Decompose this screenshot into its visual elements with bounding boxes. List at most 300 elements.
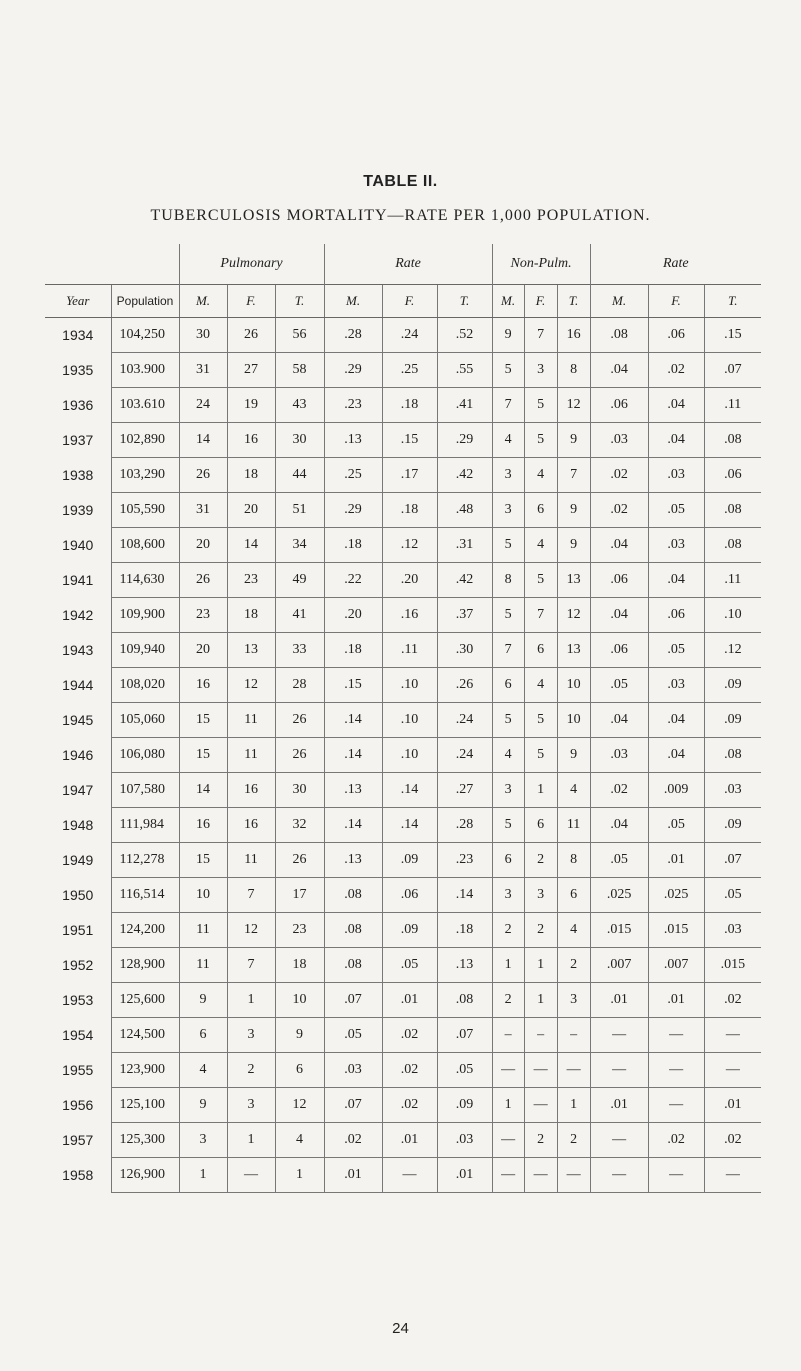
column-header: F.: [382, 285, 437, 318]
year-cell: 1934: [62, 327, 94, 344]
value-cell: 5: [524, 738, 557, 773]
population-cell: 108,020: [111, 668, 179, 703]
year-cell: 1944: [62, 677, 94, 693]
value-cell: 7: [524, 598, 557, 633]
year-cell: 1950: [62, 887, 94, 903]
value-cell: .03: [704, 773, 761, 808]
value-cell: 4: [524, 458, 557, 493]
value-cell: .08: [437, 983, 492, 1018]
population-cell: 111,984: [111, 808, 179, 843]
value-cell: .29: [324, 353, 382, 388]
value-cell: —: [648, 1158, 704, 1193]
value-cell: —: [590, 1123, 648, 1158]
value-cell: 5: [524, 423, 557, 458]
value-cell: 32: [275, 808, 324, 843]
column-header: T.: [437, 285, 492, 318]
table-row: [45, 983, 761, 1018]
value-cell: 12: [227, 913, 275, 948]
value-cell: 26: [227, 318, 275, 353]
value-cell: .03: [648, 528, 704, 563]
year-cell: 1954: [62, 1027, 94, 1043]
value-cell: 26: [275, 843, 324, 878]
value-cell: 9: [275, 1018, 324, 1053]
value-cell: .007: [648, 948, 704, 983]
value-cell: 18: [227, 598, 275, 633]
value-cell: 23: [227, 563, 275, 598]
value-cell: .08: [704, 738, 761, 773]
value-cell: .24: [382, 318, 437, 353]
value-cell: .10: [382, 703, 437, 738]
value-cell: .55: [437, 353, 492, 388]
value-cell: 31: [179, 353, 227, 388]
value-cell: 5: [492, 598, 524, 633]
value-cell: 8: [557, 843, 590, 878]
value-cell: .28: [324, 318, 382, 353]
value-cell: 30: [275, 773, 324, 808]
value-cell: .04: [590, 808, 648, 843]
table-row: [45, 1018, 761, 1053]
value-cell: 1: [227, 1123, 275, 1158]
table-row: [45, 528, 761, 563]
year-cell: 1948: [62, 817, 94, 833]
value-cell: .04: [590, 703, 648, 738]
population-cell: 114,630: [111, 563, 179, 598]
value-cell: 34: [275, 528, 324, 563]
value-cell: 3: [557, 983, 590, 1018]
table-row: [45, 493, 761, 528]
value-cell: 14: [179, 423, 227, 458]
population-cell: 109,940: [111, 633, 179, 668]
value-cell: 7: [492, 633, 524, 668]
value-cell: .30: [437, 633, 492, 668]
value-cell: 5: [524, 703, 557, 738]
value-cell: 3: [492, 493, 524, 528]
table-title: TABLE II.: [363, 173, 438, 190]
value-cell: .07: [437, 1018, 492, 1053]
table-subtitle: TUBERCULOSIS MORTALITY—RATE PER 1,000 POPULATION.: [150, 207, 651, 224]
group-rate-pulmonary: Rate: [324, 244, 492, 285]
value-cell: 12: [275, 1088, 324, 1123]
table-row: [45, 633, 761, 668]
value-cell: .01: [382, 1123, 437, 1158]
value-cell: .17: [382, 458, 437, 493]
year-cell: 1939: [62, 502, 94, 518]
value-cell: 18: [275, 948, 324, 983]
value-cell: —: [524, 1158, 557, 1193]
value-cell: 9: [557, 528, 590, 563]
value-cell: .18: [324, 528, 382, 563]
value-cell: 16: [179, 668, 227, 703]
value-cell: —: [557, 1158, 590, 1193]
value-cell: 9: [557, 423, 590, 458]
value-cell: —: [557, 1053, 590, 1088]
value-cell: —: [590, 1158, 648, 1193]
value-cell: .02: [704, 1123, 761, 1158]
value-cell: .04: [590, 528, 648, 563]
value-cell: .03: [648, 458, 704, 493]
table-row: [45, 948, 761, 983]
value-cell: 27: [227, 353, 275, 388]
value-cell: 5: [524, 563, 557, 598]
value-cell: .06: [648, 598, 704, 633]
table-row: [45, 598, 761, 633]
value-cell: —: [648, 1018, 704, 1053]
population-cell: 125,600: [111, 983, 179, 1018]
value-cell: .25: [382, 353, 437, 388]
table-row: [45, 878, 761, 913]
value-cell: 15: [179, 843, 227, 878]
value-cell: .04: [590, 598, 648, 633]
value-cell: .01: [648, 843, 704, 878]
value-cell: .13: [324, 773, 382, 808]
value-cell: 2: [557, 948, 590, 983]
value-cell: .015: [648, 913, 704, 948]
value-cell: 6: [524, 808, 557, 843]
value-cell: 9: [179, 983, 227, 1018]
value-cell: 4: [492, 423, 524, 458]
value-cell: 16: [227, 773, 275, 808]
table-row: [45, 843, 761, 878]
value-cell: 5: [524, 388, 557, 423]
value-cell: .02: [382, 1053, 437, 1088]
value-cell: .18: [382, 388, 437, 423]
value-cell: 3: [524, 878, 557, 913]
value-cell: .007: [590, 948, 648, 983]
population-cell: 116,514: [111, 878, 179, 913]
table-row: [45, 388, 761, 423]
value-cell: 2: [492, 913, 524, 948]
value-cell: 26: [179, 563, 227, 598]
value-cell: 58: [275, 353, 324, 388]
mortality-table: [45, 244, 761, 1193]
value-cell: 26: [179, 458, 227, 493]
population-cell: 103.900: [111, 353, 179, 388]
value-cell: .24: [437, 738, 492, 773]
value-cell: .01: [590, 983, 648, 1018]
year-cell: 1951: [62, 922, 94, 938]
value-cell: .42: [437, 458, 492, 493]
value-cell: 12: [557, 388, 590, 423]
value-cell: .23: [437, 843, 492, 878]
value-cell: .28: [437, 808, 492, 843]
year-cell: 1936: [62, 397, 94, 413]
value-cell: 4: [524, 668, 557, 703]
value-cell: 13: [557, 563, 590, 598]
year-cell: 1955: [62, 1062, 94, 1078]
column-header: F.: [648, 285, 704, 318]
table-row: [45, 1088, 761, 1123]
value-cell: —: [648, 1088, 704, 1123]
value-cell: .01: [324, 1158, 382, 1193]
value-cell: .27: [437, 773, 492, 808]
value-cell: .01: [590, 1088, 648, 1123]
value-cell: 6: [492, 843, 524, 878]
value-cell: .07: [324, 983, 382, 1018]
value-cell: 20: [179, 528, 227, 563]
value-cell: .015: [590, 913, 648, 948]
table-row: [45, 808, 761, 843]
value-cell: —: [648, 1053, 704, 1088]
value-cell: .05: [590, 668, 648, 703]
value-cell: .09: [704, 703, 761, 738]
value-cell: –: [524, 1018, 557, 1053]
value-cell: 1: [275, 1158, 324, 1193]
value-cell: 1: [492, 948, 524, 983]
value-cell: 16: [227, 808, 275, 843]
value-cell: .03: [590, 738, 648, 773]
value-cell: .01: [704, 1088, 761, 1123]
population-cell: 128,900: [111, 948, 179, 983]
value-cell: 51: [275, 493, 324, 528]
value-cell: .02: [704, 983, 761, 1018]
value-cell: .14: [324, 703, 382, 738]
value-cell: 2: [227, 1053, 275, 1088]
value-cell: .07: [704, 843, 761, 878]
value-cell: –: [557, 1018, 590, 1053]
column-header: M.: [492, 285, 524, 318]
value-cell: .02: [590, 493, 648, 528]
value-cell: 10: [179, 878, 227, 913]
value-cell: 15: [179, 738, 227, 773]
value-cell: .02: [324, 1123, 382, 1158]
value-cell: 4: [557, 773, 590, 808]
value-cell: .25: [324, 458, 382, 493]
value-cell: 24: [179, 388, 227, 423]
population-cell: 105,590: [111, 493, 179, 528]
value-cell: .09: [382, 913, 437, 948]
value-cell: 3: [524, 353, 557, 388]
value-cell: 10: [557, 703, 590, 738]
value-cell: .02: [382, 1018, 437, 1053]
year-cell: 1937: [62, 432, 94, 448]
value-cell: 7: [227, 948, 275, 983]
population-cell: 109,900: [111, 598, 179, 633]
value-cell: .11: [704, 388, 761, 423]
value-cell: 15: [179, 703, 227, 738]
value-cell: .03: [437, 1123, 492, 1158]
value-cell: 56: [275, 318, 324, 353]
value-cell: .15: [324, 668, 382, 703]
value-cell: —: [524, 1088, 557, 1123]
value-cell: 16: [557, 318, 590, 353]
value-cell: .06: [704, 458, 761, 493]
value-cell: 2: [524, 1123, 557, 1158]
value-cell: .08: [704, 423, 761, 458]
value-cell: 3: [227, 1088, 275, 1123]
value-cell: .08: [324, 948, 382, 983]
value-cell: .14: [382, 808, 437, 843]
value-cell: 20: [179, 633, 227, 668]
value-cell: —: [704, 1018, 761, 1053]
value-cell: 3: [227, 1018, 275, 1053]
value-cell: 11: [227, 738, 275, 773]
value-cell: 5: [492, 353, 524, 388]
value-cell: 11: [557, 808, 590, 843]
table-row: [45, 458, 761, 493]
population-cell: 104,250: [111, 318, 179, 353]
value-cell: .26: [437, 668, 492, 703]
value-cell: .05: [648, 808, 704, 843]
value-cell: .02: [648, 1123, 704, 1158]
value-cell: .10: [382, 668, 437, 703]
value-cell: 3: [492, 878, 524, 913]
population-cell: 124,200: [111, 913, 179, 948]
population-cell: 123,900: [111, 1053, 179, 1088]
table-row: [45, 353, 761, 388]
value-cell: 10: [275, 983, 324, 1018]
value-cell: .06: [590, 388, 648, 423]
value-cell: 26: [275, 738, 324, 773]
value-cell: .11: [704, 563, 761, 598]
value-cell: .04: [648, 423, 704, 458]
value-cell: —: [590, 1018, 648, 1053]
table-row: [45, 773, 761, 808]
value-cell: 9: [557, 738, 590, 773]
value-cell: .14: [324, 738, 382, 773]
year-cell: 1943: [62, 642, 94, 658]
column-header: Population: [111, 285, 179, 318]
value-cell: 10: [557, 668, 590, 703]
column-header: F.: [524, 285, 557, 318]
value-cell: .12: [704, 633, 761, 668]
value-cell: 5: [492, 703, 524, 738]
value-cell: .06: [590, 633, 648, 668]
value-cell: —: [704, 1158, 761, 1193]
column-header: M.: [179, 285, 227, 318]
value-cell: 30: [275, 423, 324, 458]
value-cell: 9: [179, 1088, 227, 1123]
value-cell: .06: [648, 318, 704, 353]
value-cell: 33: [275, 633, 324, 668]
year-cell: 1956: [62, 1097, 94, 1113]
value-cell: 7: [557, 458, 590, 493]
value-cell: 4: [275, 1123, 324, 1158]
column-header: F.: [227, 285, 275, 318]
value-cell: .42: [437, 563, 492, 598]
group-pulmonary: Pulmonary: [179, 244, 324, 285]
value-cell: .015: [704, 948, 761, 983]
table-row: [45, 738, 761, 773]
value-cell: 8: [492, 563, 524, 598]
value-cell: .01: [437, 1158, 492, 1193]
value-cell: 2: [524, 843, 557, 878]
value-cell: 1: [524, 948, 557, 983]
value-cell: .18: [382, 493, 437, 528]
value-cell: .08: [324, 913, 382, 948]
value-cell: .14: [437, 878, 492, 913]
table-row: [45, 423, 761, 458]
value-cell: 1: [557, 1088, 590, 1123]
table-row: [45, 1123, 761, 1158]
value-cell: 3: [492, 458, 524, 493]
value-cell: .01: [382, 983, 437, 1018]
value-cell: 41: [275, 598, 324, 633]
value-cell: 6: [275, 1053, 324, 1088]
value-cell: .06: [382, 878, 437, 913]
value-cell: 4: [179, 1053, 227, 1088]
population-cell: 105,060: [111, 703, 179, 738]
value-cell: .12: [382, 528, 437, 563]
value-cell: .24: [437, 703, 492, 738]
group-rate-non-pulmonary: Rate: [590, 244, 761, 285]
value-cell: .04: [590, 353, 648, 388]
value-cell: 23: [179, 598, 227, 633]
population-cell: 124,500: [111, 1018, 179, 1053]
value-cell: .06: [590, 563, 648, 598]
value-cell: .13: [437, 948, 492, 983]
value-cell: 18: [227, 458, 275, 493]
value-cell: .09: [382, 843, 437, 878]
value-cell: 5: [492, 808, 524, 843]
year-cell: 1953: [62, 992, 94, 1008]
population-cell: 125,300: [111, 1123, 179, 1158]
column-header: M.: [590, 285, 648, 318]
value-cell: —: [382, 1158, 437, 1193]
year-cell: 1952: [62, 957, 94, 973]
value-cell: 11: [179, 948, 227, 983]
value-cell: 11: [227, 703, 275, 738]
population-cell: 107,580: [111, 773, 179, 808]
value-cell: .05: [437, 1053, 492, 1088]
value-cell: 5: [492, 528, 524, 563]
value-cell: .03: [704, 913, 761, 948]
value-cell: 7: [524, 318, 557, 353]
value-cell: .04: [648, 703, 704, 738]
column-header: T.: [557, 285, 590, 318]
value-cell: 11: [179, 913, 227, 948]
year-cell: 1957: [62, 1132, 94, 1148]
page-number: 24: [392, 1320, 409, 1337]
value-cell: .05: [648, 493, 704, 528]
value-cell: .009: [648, 773, 704, 808]
group-non-pulmonary: Non-Pulm.: [492, 244, 590, 285]
population-cell: 112,278: [111, 843, 179, 878]
value-cell: .14: [324, 808, 382, 843]
value-cell: .03: [648, 668, 704, 703]
value-cell: —: [227, 1158, 275, 1193]
value-cell: 14: [227, 528, 275, 563]
value-cell: 7: [492, 388, 524, 423]
table-row: [45, 318, 761, 353]
year-cell: 1958: [62, 1167, 94, 1183]
value-cell: 14: [179, 773, 227, 808]
value-cell: .10: [382, 738, 437, 773]
value-cell: —: [590, 1053, 648, 1088]
value-cell: 11: [227, 843, 275, 878]
value-cell: 2: [492, 983, 524, 1018]
value-cell: 30: [179, 318, 227, 353]
value-cell: 4: [557, 913, 590, 948]
value-cell: .07: [704, 353, 761, 388]
table-row: [45, 913, 761, 948]
year-cell: 1942: [62, 607, 94, 623]
year-cell: 1935: [62, 362, 94, 378]
value-cell: 4: [492, 738, 524, 773]
value-cell: 49: [275, 563, 324, 598]
table-row: [45, 1158, 761, 1193]
table-row: [45, 668, 761, 703]
value-cell: .15: [382, 423, 437, 458]
value-cell: —: [704, 1053, 761, 1088]
value-cell: .025: [648, 878, 704, 913]
value-cell: 1: [179, 1158, 227, 1193]
value-cell: .18: [437, 913, 492, 948]
value-cell: .03: [590, 423, 648, 458]
population-cell: 103.610: [111, 388, 179, 423]
population-cell: 106,080: [111, 738, 179, 773]
value-cell: .05: [590, 843, 648, 878]
value-cell: .11: [382, 633, 437, 668]
